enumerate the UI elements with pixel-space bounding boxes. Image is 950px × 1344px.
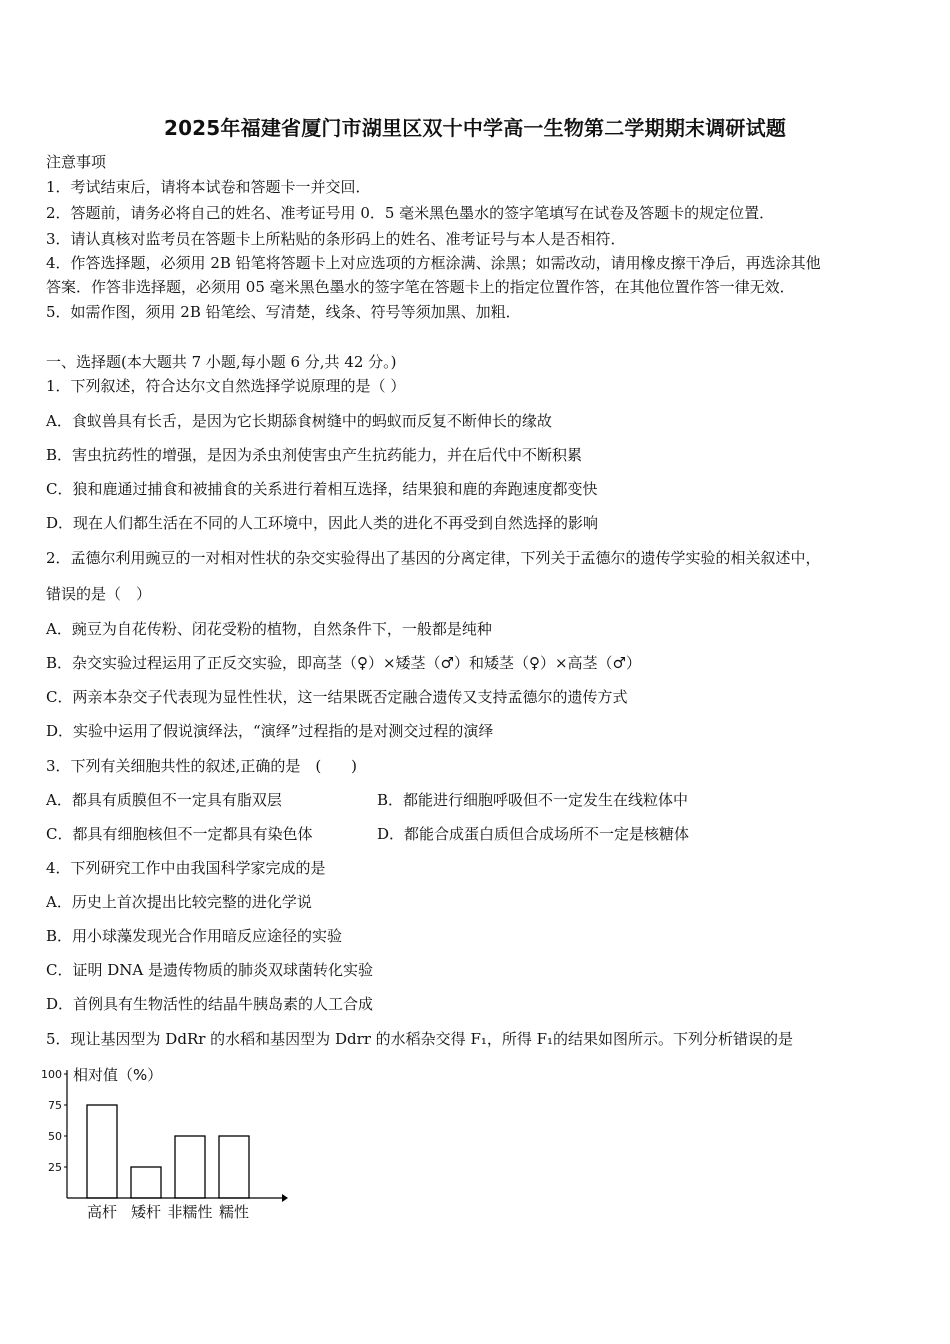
section-heading: 一、选择题(本大题共 7 小题,每小题 6 分,共 42 分。)	[46, 353, 397, 371]
bar	[219, 1136, 249, 1198]
x-tick-label: 糯性	[218, 1203, 250, 1221]
bar	[175, 1136, 205, 1198]
notice-item: 4．作答选择题，必须用 2B 铅笔将答题卡上对应选项的方框涂满、涂黑；如需改动，请用橡皮擦干净后，再选涂其他	[46, 254, 821, 272]
page-title: 2025年福建省厦门市湖里区双十中学高一生物第二学期期末调研试题	[163, 116, 787, 140]
q4-stem: 4．下列研究工作中由我国科学家完成的是	[46, 859, 326, 877]
y-axis-label: 相对值（%）	[73, 1066, 163, 1084]
q1-option-d: D．现在人们都生活在不同的人工环境中，因此人类的进化不再受到自然选择的影响	[46, 514, 599, 532]
q3-option-c: C．都具有细胞核但不一定都具有染色体	[46, 825, 313, 843]
q5-stem: 5．现让基因型为 DdRr 的水稻和基因型为 Ddrr 的水稻杂交得 F₁，所得 F₁的结果如图所示。下列分析错误的是	[46, 1030, 794, 1048]
q2-option-c: C．两亲本杂交子代表现为显性性状，这一结果既否定融合遗传又支持孟德尔的遗传方式	[46, 688, 628, 706]
x-tick-label: 高杆	[86, 1203, 118, 1221]
q1-option-a: A．食蚁兽具有长舌，是因为它长期舔食树缝中的蚂蚁而反复不断伸长的缘故	[46, 412, 552, 430]
q1-option-b: B．害虫抗药性的增强，是因为杀虫剂使害虫产生抗药能力，并在后代中不断积累	[46, 446, 583, 464]
notice-heading: 注意事项	[46, 153, 107, 171]
q3-option-b: B．都能进行细胞呼吸但不一定发生在线粒体中	[377, 791, 689, 809]
notice-item: 3．请认真核对监考员在答题卡上所粘贴的条形码上的姓名、准考证号与本人是否相符．	[46, 230, 626, 248]
q1-stem: 1．下列叙述，符合达尔文自然选择学说原理的是（ ）	[46, 377, 406, 395]
y-tick-label: 100	[41, 1068, 62, 1081]
q2-option-d: D．实验中运用了假说演绎法，“演绎”过程指的是对测交过程的演绎	[46, 722, 494, 740]
q3-option-a: A．都具有质膜但不一定具有脂双层	[46, 791, 282, 809]
q4-option-d: D．首例具有生物活性的结晶牛胰岛素的人工合成	[46, 995, 374, 1013]
q2-stem: 2．孟德尔利用豌豆的一对相对性状的杂交实验得出了基因的分离定律，下列关于孟德尔的遗传学实验的相关叙述中，	[46, 549, 821, 567]
q2-option-a: A．豌豆为自花传粉、闭花受粉的植物，自然条件下，一般都是纯种	[46, 620, 492, 638]
bar	[131, 1167, 161, 1198]
notice-item: 2．答题前，请务必将自己的姓名、准考证号用 0．5 毫米黑色墨水的签字笔填写在试卷及答题卡的规定位置．	[46, 204, 775, 222]
q4-option-c: C．证明 DNA 是遗传物质的肺炎双球菌转化实验	[46, 961, 373, 979]
y-tick-label: 25	[48, 1161, 62, 1174]
q5-chart	[30, 1058, 300, 1228]
y-tick-label: 75	[48, 1099, 62, 1112]
x-tick-label: 非糯性	[167, 1203, 213, 1221]
q1-option-c: C．狼和鹿通过捕食和被捕食的关系进行着相互选择，结果狼和鹿的奔跑速度都变快	[46, 480, 598, 498]
bar	[87, 1105, 117, 1198]
q2-stem-cont: 错误的是（ ）	[46, 585, 152, 603]
y-tick-label: 50	[48, 1130, 62, 1143]
x-tick-label: 矮杆	[130, 1203, 162, 1221]
notice-item: 5．如需作图，须用 2B 铅笔绘、写清楚，线条、符号等须加黑、加粗．	[46, 303, 521, 321]
notice-item: 1．考试结束后，请将本试卷和答题卡一并交回．	[46, 178, 371, 196]
q3-option-d: D．都能合成蛋白质但合成场所不一定是核糖体	[377, 825, 690, 843]
notice-item: 答案．作答非选择题，必须用 05 毫米黑色墨水的签字笔在答题卡上的指定位置作答，在其他位置作答一律无效．	[46, 278, 795, 296]
q4-option-a: A．历史上首次提出比较完整的进化学说	[46, 893, 312, 911]
bar-chart	[30, 1058, 300, 1228]
x-axis-arrow-icon	[282, 1194, 288, 1202]
q4-option-b: B．用小球藻发现光合作用暗反应途径的实验	[46, 927, 343, 945]
q2-option-b: B．杂交实验过程运用了正反交实验，即高茎（♀）×矮茎（♂）和矮茎（♀）×高茎（♂）	[46, 654, 641, 672]
q3-stem: 3．下列有关细胞共性的叙述,正确的是 ( )	[46, 757, 358, 775]
